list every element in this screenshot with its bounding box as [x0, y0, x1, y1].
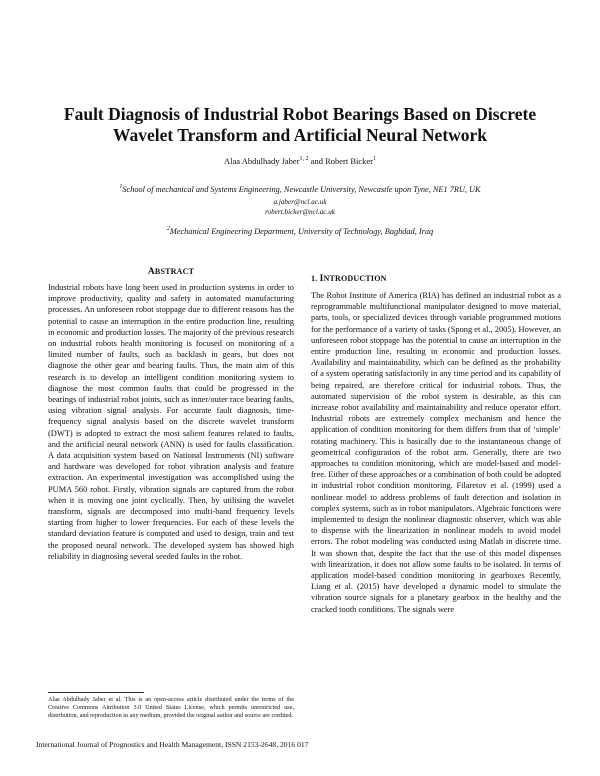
author-2-affiliation-marks: 1	[373, 156, 376, 163]
author-1: Alaa Abdulhady Jaber	[224, 156, 300, 166]
abstract-text: Industrial robots have long been used in production systems in order to improve productivity, quality and safety in automated manufacturing processes. An unforeseen robot stoppage due to different reasons has the potential to cause an interruption in the entire production line, resulting in economic and production losses. The majority of the previous research on industrial robots health monitoring is focused on monitoring of a limited number of faults, such as backlash in gears, but does not diagnose the other gear and bearing faults. Thus, the main aim of this research is to develop an intelligent condition monitoring system to diagnose the most common faults that could be progressed in the bearings of industrial robot joints, such as inner/outer race bearing faults, using vibration signal analysis. For accurate fault diagnosis, time-frequency signal analysis based on the discrete wavelet transform (DWT) is adopted to extract the most salient features related to faults, and the artificial neural network (ANN) is used for faults classification. A data acquisition system based on National Instruments (NI) software and hardware was developed for robot vibration analysis and feature extraction. An experimental investigation was accomplished using the PUMA 560 robot. Firstly, vibration signals are captured from the robot when it is moving one joint cyclically. Then, by utilising the wavelet transform, signals are decomposed into multi-band frequency levels starting from higher to lower frequencies. For each of these levels the standard deviation feature is computed and used to design, train and test the proposed neural network. The developed system has showed high reliability in diagnosing several seeded faults in the robot.	[48, 283, 294, 561]
journal-footer: International Journal of Prognostics and Health Management, ISSN 2153-2648, 2016 017	[36, 740, 309, 749]
email-1: a.jaber@ncl.ac.uk	[273, 198, 327, 206]
introduction-heading	[311, 274, 387, 284]
abstract-heading	[48, 267, 294, 277]
email-list	[40, 197, 560, 217]
abstract-heading-initial: A	[147, 267, 155, 277]
license-footnote: Alaa Abdulhady Jaber et al. This is an open-access article distributed under the terms of the Creative Commons Attribution 3.0 United States License, which permits unrestricted use, distribution, and reproduction in any medium, provided the original author and source are credited.	[48, 696, 294, 720]
abstract-heading-rest: BSTRACT	[154, 267, 195, 276]
authors-and-author-2: and Robert Bicker	[308, 156, 373, 166]
introduction-heading-number: 1.	[311, 274, 320, 283]
introduction-text: The Robot Institute of America (RIA) has defined an industrial robot as a reprogrammable multifunctional manipulator designed to move material, parts, tools, or specialized devices through variable programmed motions for the performance of a variety of tasks (Spong et al., 2005). However, an unforeseen robot stoppage has the potential to cause an interruption in the entire production line, resulting in economic and production losses. Availability and maintainability, which can be defined as the probability of a system operating satisfactorily in any time period and its capability of being repaired, are therefore critical for industrial robots. Thus, the automated supervision of the robot system is desirable, as this can increase robot availability and maintainability and reduce operator effort. Industrial robots are extremely complex mechanism and hence the application of condition monitoring for them differs from that of ‘simple’ rotating machinery. This is basically due to the instantaneous change of geometrical configuration of the robot arm. Generally, there are two approaches to condition monitoring, which are model-based and model-free. Either of these approaches or a combination of both could be adopted in industrial robot condition monitoring. Filaretov et al. (1999) used a nonlinear model to address problems of fault detection and isolation in complex systems, such as in robot manipulators. Algebraic functions were implemented to design the nonlinear diagnostic observer, which was able to dispense with the linearization in nonlinear models to avoid model errors. The robot modeling was conducted using Matlab in discrete time. It was shown that, despite the fact that the use of this model dispenses with linearization, it does not allow some faults to be isolated. In terms of application model-based condition monitoring in gearboxes Recently, Liang et al. (2015) have developed a dynamic model to simulate the vibration source signals for a planetary gearbox in the healthy and the cracked tooth conditions. The signals were	[311, 291, 561, 614]
affiliation-2	[30, 224, 570, 237]
author-list	[40, 156, 560, 166]
paper-title	[40, 104, 560, 146]
footnote-divider	[48, 692, 144, 693]
affiliation-1-mark: 1	[119, 184, 123, 190]
affiliation-1-text: School of mechanical and Systems Engineering, Newcastle University, Newcastle upon Tyne, NE1 7RU, UK	[122, 184, 481, 194]
title-line-2: Wavelet Transform and Artificial Neural Network	[112, 125, 488, 145]
affiliation-2-text: Mechanical Engineering Department, University of Technology, Baghdad, Iraq	[169, 226, 434, 236]
introduction-heading-initial: I	[319, 274, 324, 284]
author-1-affiliation-marks: 1, 2	[299, 156, 309, 163]
introduction-heading-rest: NTRODUCTION	[323, 274, 387, 283]
email-2: robert.bicker@ncl.ac.uk	[264, 208, 335, 216]
affiliation-2-mark: 2	[166, 226, 170, 232]
affiliation-1	[30, 182, 570, 195]
title-line-1: Fault Diagnosis of Industrial Robot Bearings Based on Discrete	[63, 104, 537, 124]
